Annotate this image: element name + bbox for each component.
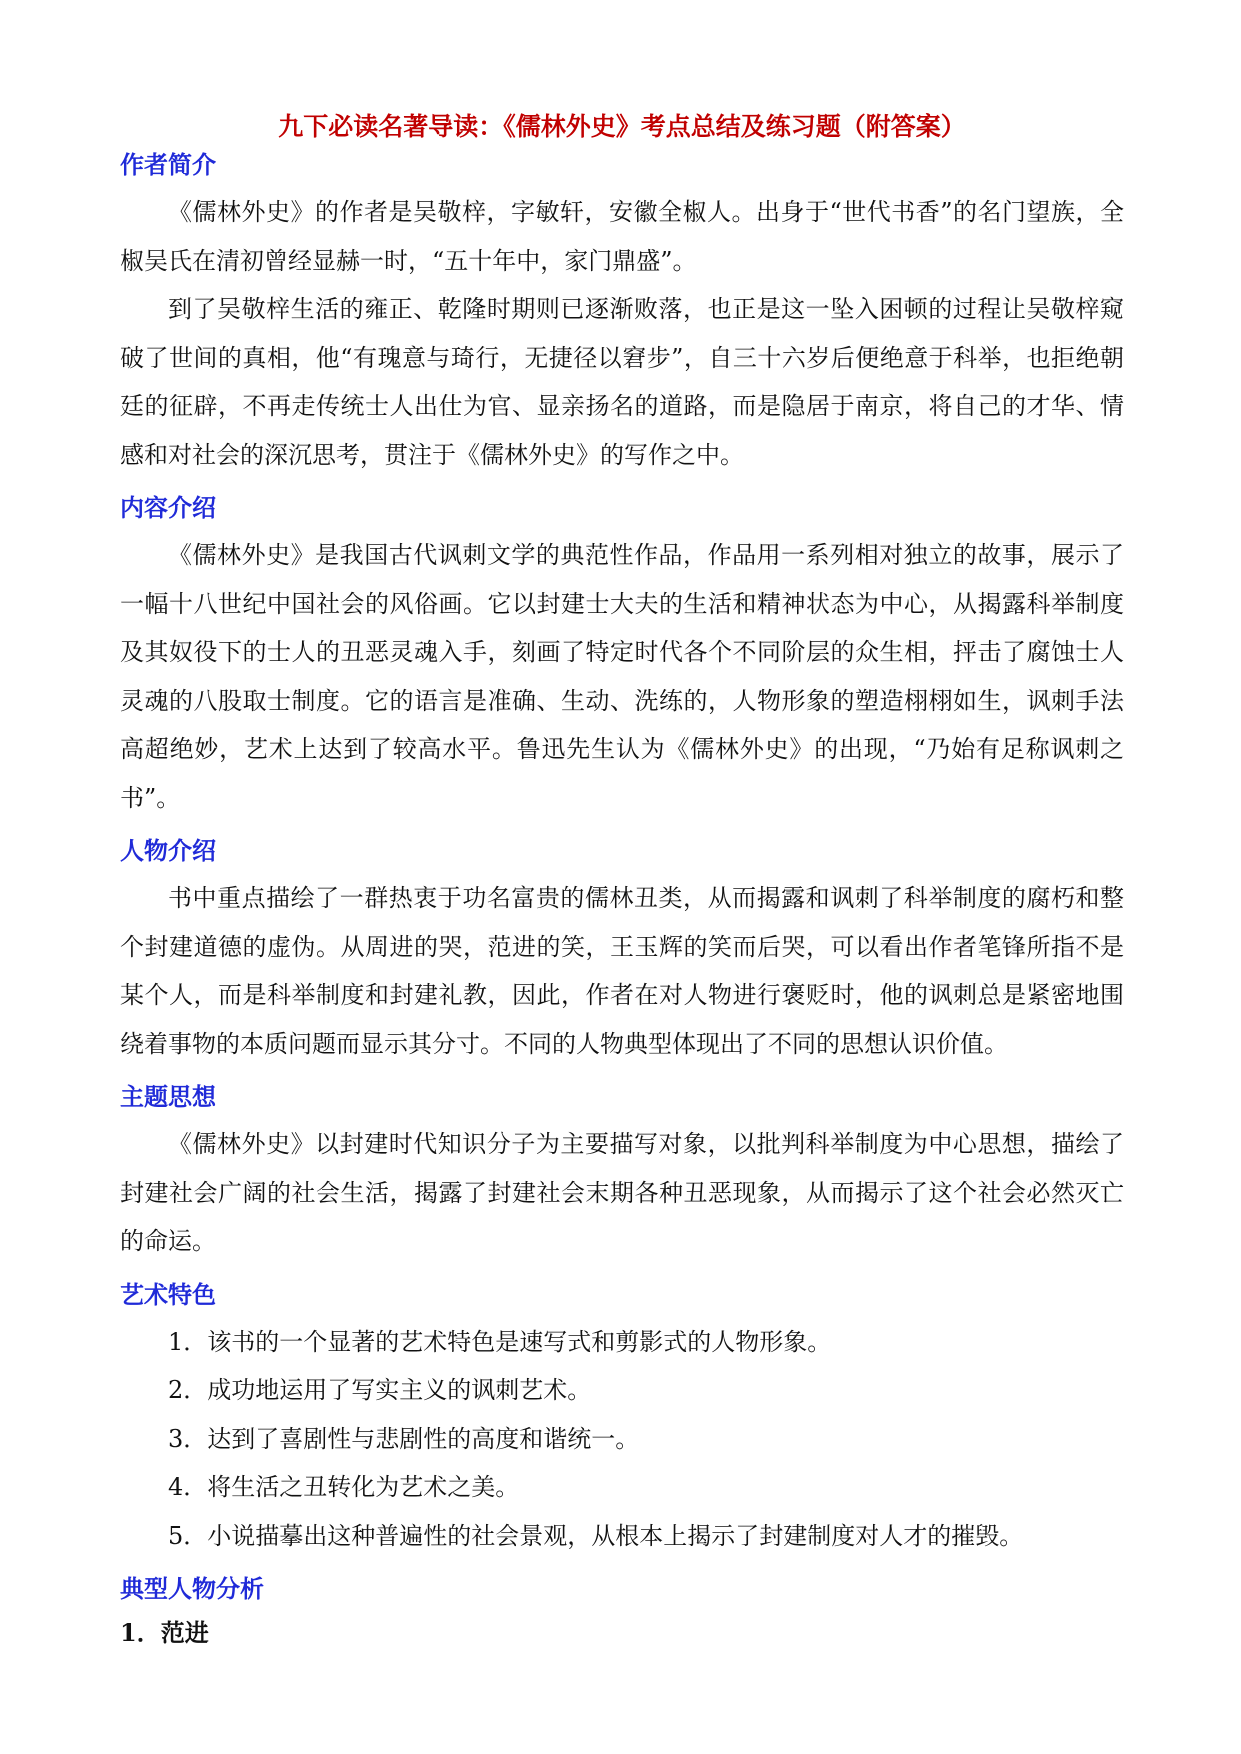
theme-paragraph-1: 《儒林外史》以封建时代知识分子为主要描写对象，以批判科举制度为中心思想，描绘了封建社会广阔的社会生活，揭露了封建社会末期各种丑恶现象，从而揭示了这个社会必然灭亡的命运。 xyxy=(120,1130,1124,1255)
art-list-item-3: 3．达到了喜剧性与悲剧性的高度和谐统一。 xyxy=(168,1424,640,1453)
author-paragraph-2: 到了吴敬梓生活的雍正、乾隆时期则已逐渐败落，也正是这一坠入困顿的过程让吴敬梓窥破了世间的真相，他“有瑰意与琦行，无捷径以窘步”，自三十六岁后便绝意于科举，也拒绝朝廷的征辟，不再走传统士人出仕为官、显亲扬名的道路，而是隐居于南京，将自己的才华、情感和对社会的深沉思考，贯注于《儒林外史》的写作之中。 xyxy=(120,295,1124,469)
characters-paragraph-1: 书中重点描绘了一群热衷于功名富贵的儒林丑类，从而揭露和讽刺了科举制度的腐朽和整个封建道德的虚伪。从周进的哭，范进的笑，王玉辉的笑而后哭，可以看出作者笔锋所指不是某个人，而是科举制度和封建礼教，因此，作者在对人物进行褒贬时，他的讽刺总是紧密地围绕着事物的本质问题而显示其分寸。不同的人物典型体现出了不同的思想认识价值。 xyxy=(120,884,1124,1058)
document-title: 九下必读名著导读：《儒林外史》考点总结及练习题（附答案） xyxy=(278,112,966,141)
author-paragraph-1: 《儒林外史》的作者是吴敬梓，字敏轩，安徽全椒人。出身于“世代书香”的名门望族，全椒吴氏在清初曾经显赫一时，“五十年中，家门鼎盛”。 xyxy=(120,198,1124,275)
section-heading-analysis: 典型人物分析 xyxy=(120,1574,264,1603)
art-list-item-5: 5．小说描摹出这种普遍性的社会景观，从根本上揭示了封建制度对人才的摧毁。 xyxy=(168,1521,1024,1550)
section-heading-characters: 人物介绍 xyxy=(120,836,216,865)
analysis-sub-heading-fanjin: 1．范进 xyxy=(120,1618,209,1647)
section-heading-content: 内容介绍 xyxy=(120,493,216,522)
section-heading-author: 作者简介 xyxy=(120,150,216,179)
content-paragraph-1: 《儒林外史》是我国古代讽刺文学的典范性作品，作品用一系列相对独立的故事，展示了一幅十八世纪中国社会的风俗画。它以封建士大夫的生活和精神状态为中心，从揭露科举制度及其奴役下的士人的丑恶灵魂入手，刻画了特定时代各个不同阶层的众生相，抨击了腐蚀士人灵魂的八股取士制度。它的语言是准确、生动、洗练的，人物形象的塑造栩栩如生，讽刺手法高超绝妙，艺术上达到了较高水平。鲁迅先生认为《儒林外史》的出现，“乃始有足称讽刺之书”。 xyxy=(120,541,1124,812)
art-list-item-1: 1．该书的一个显著的艺术特色是速写式和剪影式的人物形象。 xyxy=(168,1327,832,1356)
art-list-item-4: 4．将生活之丑转化为艺术之美。 xyxy=(168,1473,520,1501)
art-list-item-2: 2．成功地运用了写实主义的讽刺艺术。 xyxy=(168,1376,592,1404)
section-heading-art: 艺术特色 xyxy=(120,1279,216,1309)
section-heading-theme: 主题思想 xyxy=(120,1082,216,1111)
